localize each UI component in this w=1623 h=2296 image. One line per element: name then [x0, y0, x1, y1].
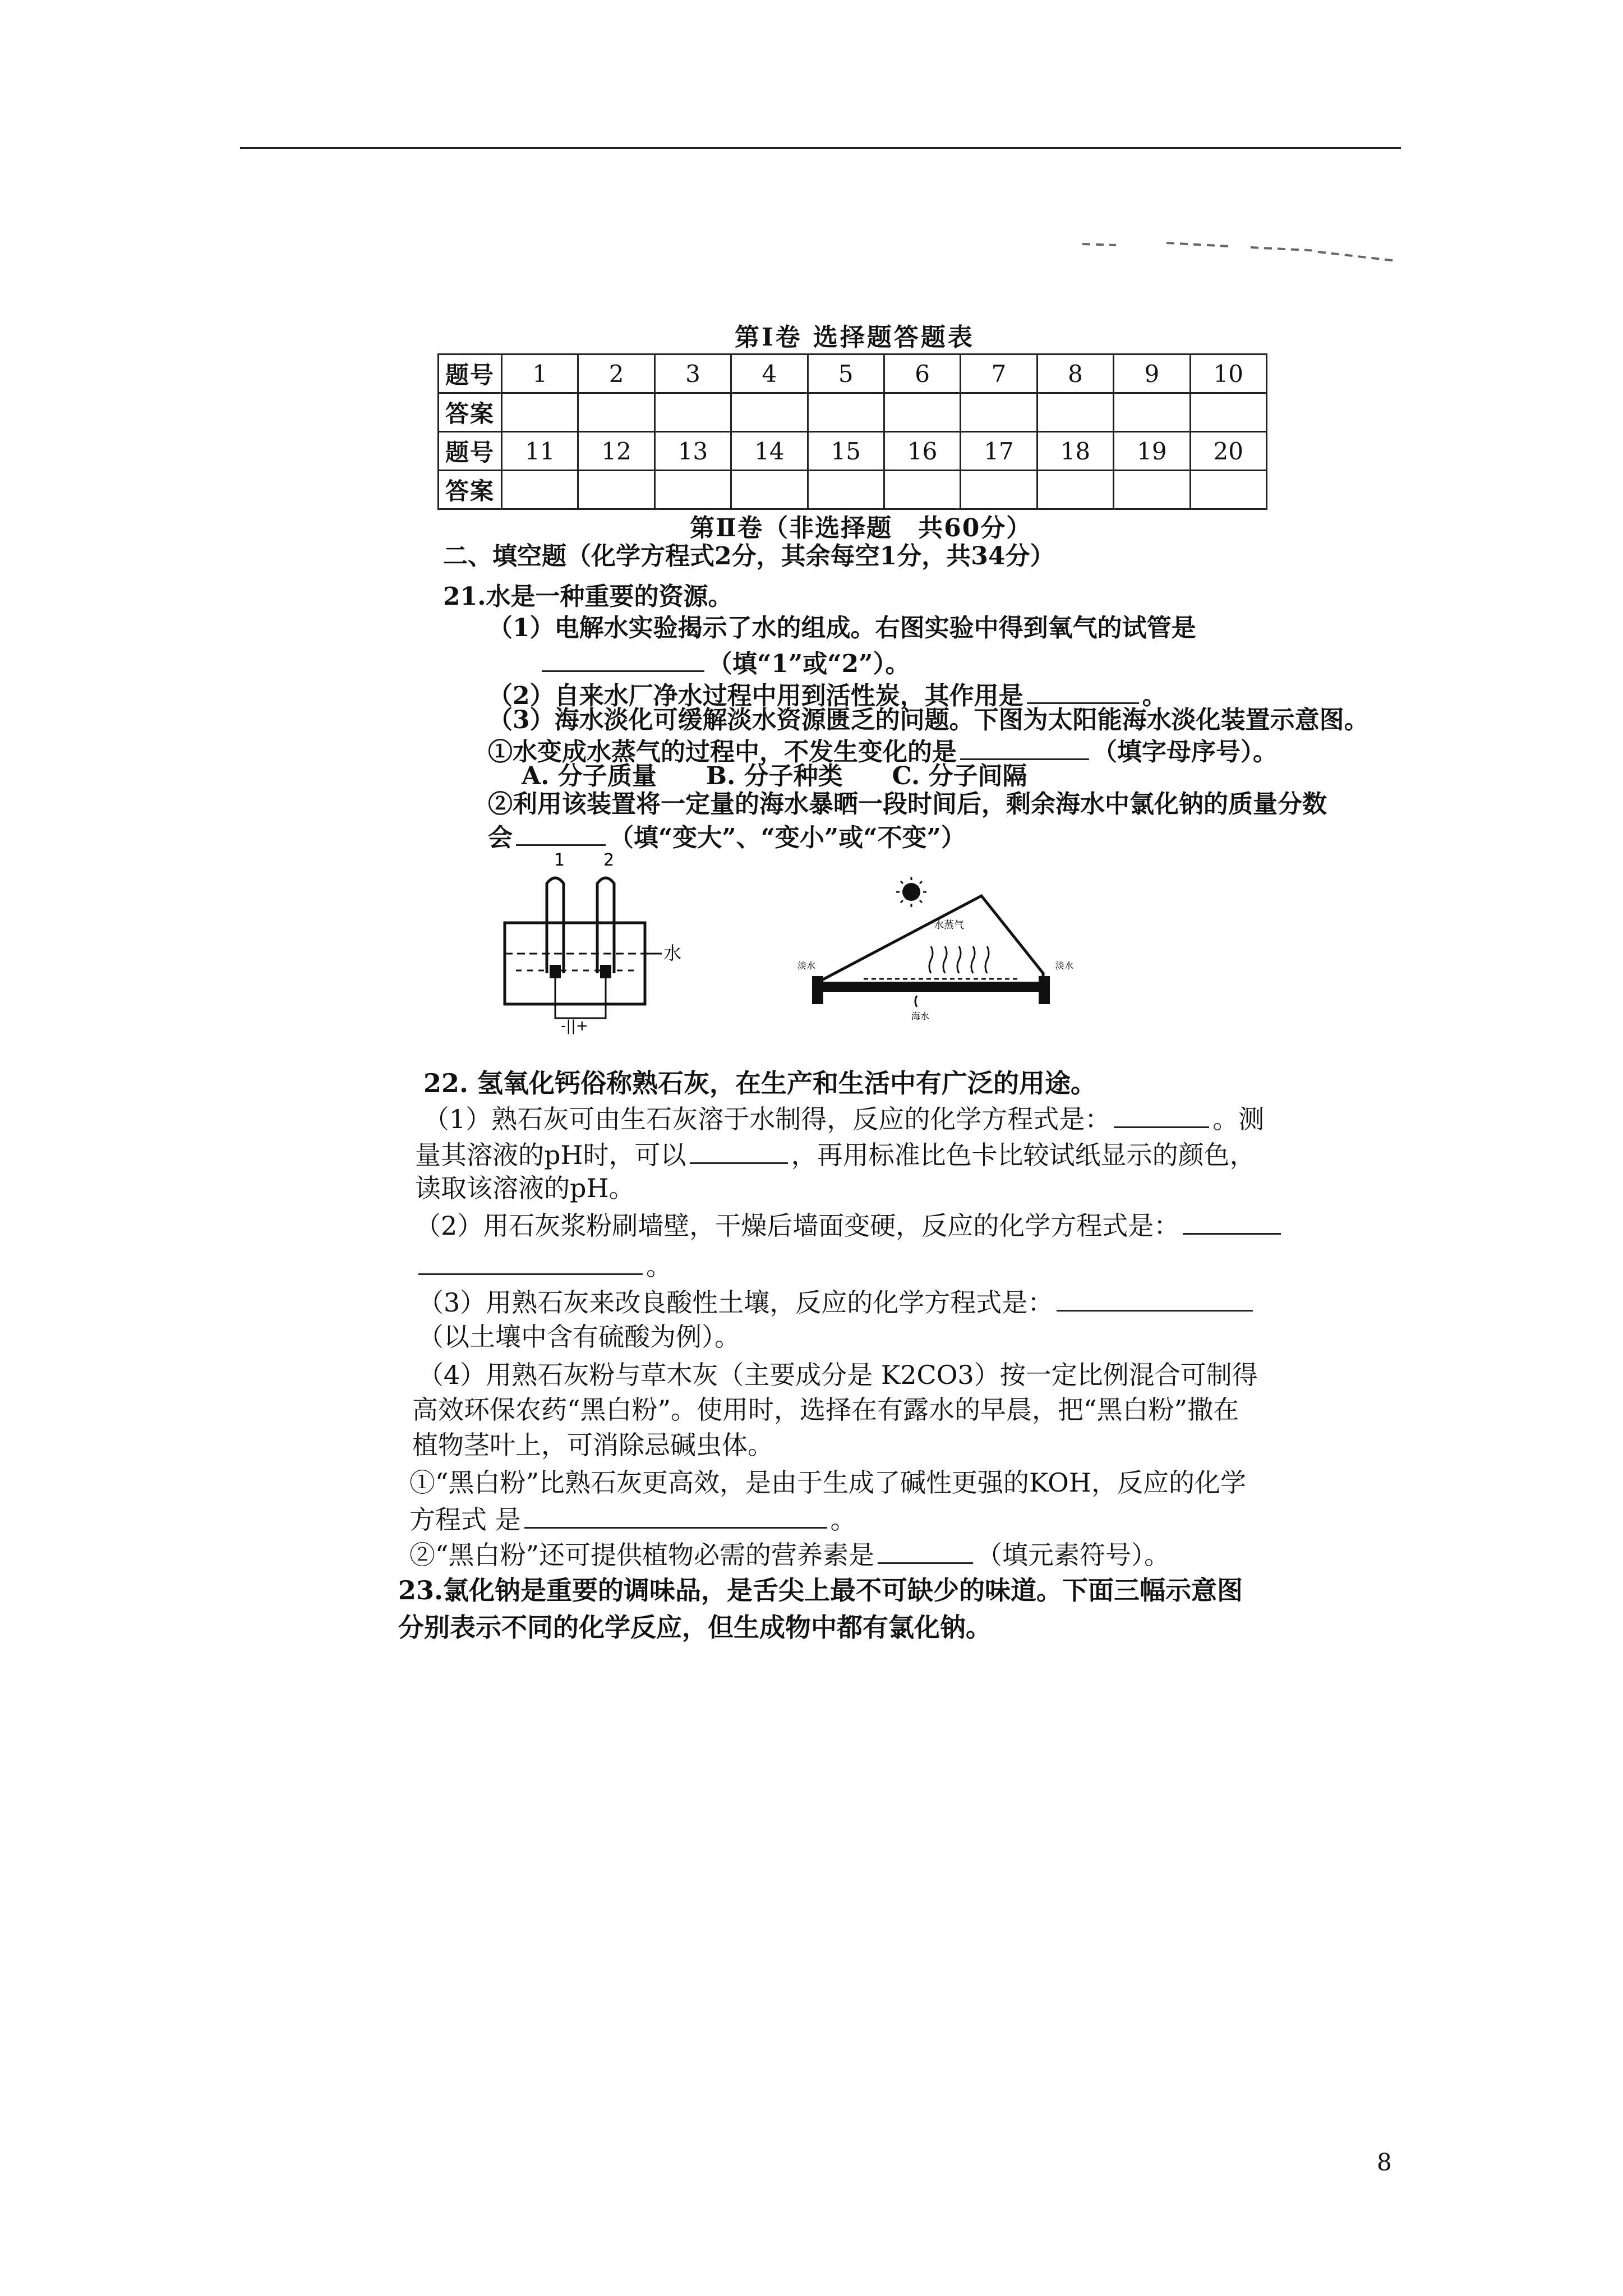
answer-blank[interactable] — [1183, 1211, 1281, 1235]
q22-part4-2-tail: （填元素符号）。 — [976, 1540, 1170, 1570]
period: 。 — [1142, 682, 1167, 710]
question-number: 14 — [731, 432, 808, 471]
table-answer-label: 答案 — [439, 471, 502, 509]
q21-part1-tail: （填“1”或“2”）。 — [708, 650, 910, 678]
answer-blank[interactable] — [1114, 1104, 1209, 1128]
q23-line1: 23.氯化钠是重要的调味品，是舌尖上最不可缺少的味道。下面三幅示意图 — [398, 1575, 1243, 1605]
question-number: 8 — [1037, 355, 1113, 393]
battery-symbol: -||+ — [561, 1018, 588, 1034]
q22-part4-1-line2 — [409, 1504, 856, 1533]
q22-part4-c: 植物茎叶上，可消除忌碱虫体。 — [412, 1430, 773, 1460]
question-number: 1 — [502, 355, 578, 393]
q22-part1-b: 量其溶液的pH时，可以 — [415, 1140, 686, 1170]
q22-part4-a: （4）用熟石灰粉与草木灰（主要成分是 K2CO3）按一定比例混合可制得 — [418, 1360, 1258, 1390]
q23-line2: 分别表示不同的化学反应，但生成物中都有氯化钠。 — [398, 1612, 992, 1642]
question-number: 7 — [961, 355, 1037, 393]
q21-title: 21.水是一种重要的资源。 — [443, 582, 733, 611]
q21-part1-text: （1）电解水实验揭示了水的组成。右图实验中得到氧气的试管是 — [488, 614, 1196, 642]
answer-cell[interactable] — [1114, 393, 1190, 432]
q21-part3-2-text: ②利用该装置将一定量的海水暴晒一段时间后，剩余海水中氯化钠的质量分数 — [488, 790, 1327, 818]
table-header-label: 题号 — [439, 355, 502, 393]
q21-part2-line — [488, 680, 1167, 708]
q22-part2-continuation — [415, 1251, 672, 1279]
q21-part3-text: （3）海水淡化可缓解淡水资源匮乏的问题。下图为太阳能海水淡化装置示意图。 — [488, 706, 1369, 734]
water-label: 水 — [663, 942, 682, 964]
electrode-2 — [600, 965, 611, 978]
answer-cell[interactable] — [1037, 471, 1113, 509]
answer-blank[interactable] — [516, 822, 606, 846]
q22-part4-b: 高效环保农药“黑白粉”。使用时，选择在有露水的早晨，把“黑白粉”撒在 — [412, 1395, 1239, 1425]
circuit-wire — [555, 978, 606, 1018]
answer-cell[interactable] — [961, 393, 1037, 432]
q21-part2-text: （2）自来水厂净水过程中用到活性炭，其作用是 — [488, 682, 1023, 710]
answer-blank[interactable] — [1057, 1287, 1253, 1312]
table-row — [439, 393, 1267, 432]
fresh-water-right-label: 淡水 — [1055, 960, 1074, 971]
fresh-water-left-label: 淡水 — [797, 960, 816, 971]
q22-part4-2-text: ②“黑白粉”还可提供植物必需的营养素是 — [409, 1540, 875, 1570]
question-number: 20 — [1190, 432, 1266, 471]
question-number: 19 — [1114, 432, 1190, 471]
question-number: 6 — [884, 355, 960, 393]
question-number: 17 — [961, 432, 1037, 471]
question-number: 10 — [1190, 355, 1266, 393]
answer-cell[interactable] — [1190, 393, 1266, 432]
answer-cell[interactable] — [654, 471, 731, 509]
q22-part1-c: 读取该溶液的pH。 — [415, 1173, 635, 1203]
seawater-inlet — [915, 996, 917, 1007]
answer-table — [437, 353, 1267, 510]
answer-cell[interactable] — [578, 393, 654, 432]
q22-part1-line2 — [415, 1140, 1256, 1168]
question-number: 13 — [654, 432, 731, 471]
question-number: 3 — [654, 355, 731, 393]
q22-part4-1-b: 方程式 是 — [409, 1504, 521, 1535]
q22-part3-text: （3）用熟石灰来改良酸性土壤，反应的化学方程式是： — [418, 1287, 1054, 1318]
q22-part1-b-tail: ，再用标准比色卡比较试纸显示的颜色， — [791, 1140, 1256, 1170]
answer-cell[interactable] — [654, 393, 731, 432]
section2-title: 第Ⅱ卷（非选择题 共60分） — [690, 514, 1032, 542]
solar-desalination-diagram — [796, 872, 1088, 1024]
answer-cell[interactable] — [808, 471, 884, 509]
right-support — [1039, 976, 1050, 1004]
table-header-label: 题号 — [439, 432, 502, 471]
answer-cell[interactable] — [884, 393, 960, 432]
q21-part3-1-text: ①水变成水蒸气的过程中，不发生变化的是 — [488, 738, 957, 766]
basin-base — [819, 982, 1043, 992]
answer-blank[interactable] — [542, 648, 704, 672]
q22-part4-1-a: ①“黑白粉”比熟石灰更高效，是由于生成了碱性更强的KOH，反应的化学 — [409, 1467, 1246, 1498]
question-number: 11 — [502, 432, 578, 471]
page-number: 8 — [1377, 2148, 1392, 2176]
q21-part3-1-tail: （填字母序号）。 — [1092, 738, 1278, 766]
q21-part3-1-line — [488, 736, 1278, 765]
answer-cell[interactable] — [1190, 471, 1266, 509]
tube-label-2: 2 — [603, 850, 615, 870]
q21-options: A. 分子质量 B. 分子种类 C. 分子间隔 — [522, 762, 1027, 790]
glass-cover — [819, 896, 1043, 982]
question-number: 15 — [808, 432, 884, 471]
q21-part1-line2 — [538, 648, 910, 677]
q22-part1-line1 — [423, 1104, 1264, 1132]
q21-part3-2-b: 会 — [488, 823, 513, 852]
answer-cell[interactable] — [502, 471, 578, 509]
answer-blank[interactable] — [960, 736, 1089, 760]
period: 。 — [646, 1251, 672, 1281]
q22-title: 22. 氢氧化钙俗称熟石灰，在生产和生活中有广泛的用途。 — [423, 1068, 1097, 1098]
answer-cell[interactable] — [1114, 471, 1190, 509]
left-support — [812, 976, 823, 1004]
scan-artifact-mark — [1082, 238, 1396, 272]
answer-blank[interactable] — [690, 1140, 788, 1164]
sun-icon — [902, 883, 920, 901]
seawater-label: 海水 — [911, 1011, 930, 1022]
part2-heading: 二、填空题（化学方程式2分，其余每空1分，共34分） — [443, 542, 1055, 570]
table-answer-label: 答案 — [439, 393, 502, 432]
answer-cell[interactable] — [578, 471, 654, 509]
q22-part4-2-line — [409, 1540, 1170, 1568]
question-number: 16 — [884, 432, 960, 471]
answer-blank[interactable] — [418, 1251, 643, 1275]
q21-part3-2-tail: （填“变大”、“变小”或“不变”） — [609, 823, 966, 852]
header-rule — [240, 147, 1401, 149]
question-number: 18 — [1037, 432, 1113, 471]
vapor-arrows — [929, 946, 989, 973]
tube-label-1: 1 — [554, 850, 565, 870]
q22-part3-b: （以土壤中含有硫酸为例）。 — [418, 1322, 740, 1352]
answer-cell[interactable] — [884, 471, 960, 509]
answer-cell[interactable] — [961, 471, 1037, 509]
q22-part2-text: （2）用石灰浆粉刷墙壁，干燥后墙面变硬，反应的化学方程式是： — [415, 1211, 1180, 1241]
q22-part3-line — [418, 1287, 1256, 1318]
table-row — [439, 471, 1267, 509]
question-number: 5 — [808, 355, 884, 393]
question-number: 9 — [1114, 355, 1190, 393]
answer-blank[interactable] — [878, 1540, 973, 1564]
answer-blank[interactable] — [524, 1504, 827, 1529]
table-row — [439, 432, 1267, 471]
question-number: 2 — [578, 355, 654, 393]
test-tube-1 — [547, 878, 564, 973]
table-row — [439, 355, 1267, 393]
answer-cell[interactable] — [731, 471, 808, 509]
electrolysis-diagram — [494, 850, 695, 1041]
q22-part1-text: （1）熟石灰可由生石灰溶于水制得，反应的化学方程式是： — [423, 1104, 1111, 1134]
q21-part3-2-line2 — [488, 822, 966, 850]
water-tank — [505, 923, 645, 1004]
answer-cell[interactable] — [808, 393, 884, 432]
question-number: 12 — [578, 432, 654, 471]
q22-part2-line — [415, 1211, 1284, 1239]
test-tube-2 — [597, 878, 614, 973]
period: 。 — [830, 1504, 856, 1535]
answer-blank[interactable] — [1027, 680, 1139, 704]
answer-cell[interactable] — [731, 393, 808, 432]
q22-part1-tail: 。测 — [1212, 1104, 1265, 1134]
vapor-label: 水蒸气 — [934, 919, 964, 931]
electrode-1 — [550, 965, 561, 978]
question-number: 4 — [731, 355, 808, 393]
answer-cell[interactable] — [1037, 393, 1113, 432]
section1-title: 第Ⅰ卷 选择题答题表 — [735, 323, 975, 352]
answer-cell[interactable] — [502, 393, 578, 432]
